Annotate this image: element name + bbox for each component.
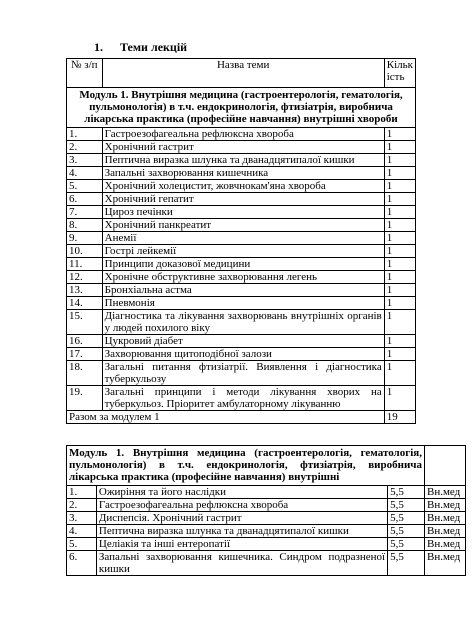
total-row [67,411,416,424]
total-label: Разом за модулем 1 [67,411,385,424]
row-topic: Ожиріння та його наслідки [96,486,387,499]
row-count: 1 [384,141,415,154]
row-num: 1. [67,486,97,499]
row-topic: Анемії [102,232,384,245]
row-num: 16. [67,335,103,348]
row-topic: Загальні принципи і методи лікування хворих на туберкульоз. Пріоритет амбулаторному лікуванню [102,386,384,411]
row-topic: Хронічний холецистит, жовчнокам'яна хвороба [102,180,384,193]
row-hours: 5,5 [388,538,425,551]
row-num: 13. [67,284,103,297]
table-row [67,538,466,551]
row-topic: Хронічний панкреатит [102,219,384,232]
table-row [67,525,466,538]
row-topic: Гострі лейкемії [102,245,384,258]
row-count: 1 [384,180,415,193]
row-hours: 5,5 [388,486,425,499]
module-title-row [67,88,416,128]
table-row [67,180,416,193]
row-num: 15. [67,310,103,335]
row-count: 1 [384,206,415,219]
row-num: 12. [67,271,103,284]
row-topic: Діагностика та лікування захворювань внутрішніх органів у людей похилого віку [102,310,384,335]
module-title-2-extra [424,446,465,486]
row-topic: Пептична виразка шлунка та дванадцятипалої кишки [96,525,387,538]
header-count: Кільк ість [384,59,415,88]
table-row [67,512,466,525]
row-num: 7. [67,206,103,219]
row-count: 1 [384,154,415,167]
row-num: 8. [67,219,103,232]
table-row [67,206,416,219]
row-topic: Хронічний гастрит [102,141,384,154]
table-row [67,284,416,297]
row-topic: Гастроезофагеальна рефлюксна хвороба [96,499,387,512]
section-number: 1. [94,40,103,54]
table-row [67,141,416,154]
row-topic: Принципи доказової медицини [102,258,384,271]
row-topic: Пневмонія [102,297,384,310]
row-num: 6. [67,193,103,206]
row-num: 5. [67,180,103,193]
header-name: Назва теми [102,59,384,88]
table-row [67,219,416,232]
row-topic: Диспепсія. Хронічний гастрит [96,512,387,525]
row-num: 1. [67,128,103,141]
row-count: 1 [384,271,415,284]
row-count: 1 [384,245,415,258]
row-topic: Гастроезофагеальна рефлюксна хвороба [102,128,384,141]
row-count: 1 [384,348,415,361]
row-topic: Пептична виразка шлунка та дванадцятипалої кишки [102,154,384,167]
row-type: Вн.мед [424,486,465,499]
practical-topics-table [66,445,466,576]
row-num: 4. [67,525,97,538]
row-num: 3. [67,154,103,167]
table-row [67,232,416,245]
row-count: 1 [384,193,415,206]
row-num: 11. [67,258,103,271]
row-type: Вн.мед [424,538,465,551]
table-row [67,386,416,411]
row-topic: Запальні захворювання кишечника [102,167,384,180]
practical-topics-body [67,446,466,576]
row-count: 1 [384,386,415,411]
row-type: Вн.мед [424,499,465,512]
row-topic: Запальні захворювання кишечника. Синдром подразненої кишки [96,551,387,576]
table-row [67,297,416,310]
row-topic: Бронхіальна астма [102,284,384,297]
table-row [67,154,416,167]
row-num: 3. [67,512,97,525]
row-topic: Целіакія та інші ентеропатії [96,538,387,551]
row-num: 9. [67,232,103,245]
row-count: 1 [384,310,415,335]
row-type: Вн.мед [424,551,465,576]
table-row [67,271,416,284]
row-topic: Хронічний гепатит [102,193,384,206]
lecture-topics-body [67,59,416,424]
row-count: 1 [384,128,415,141]
row-topic: Цукровий діабет [102,335,384,348]
section-heading [94,40,187,55]
module-title: Модуль 1. Внутрішня медицина (гастроентерологія, гематологія, пульмонологія) в т.ч. ендокринологія, фтизіатрія, виробнича лікарська практика (професійне навчання) внутрішні хвороби [67,88,416,128]
table-row [67,193,416,206]
table-row [67,551,466,576]
row-hours: 5,5 [388,512,425,525]
row-count: 1 [384,297,415,310]
row-count: 1 [384,258,415,271]
table-row [67,335,416,348]
table-row [67,258,416,271]
row-type: Вн.мед [424,512,465,525]
row-count: 1 [384,284,415,297]
row-num: 2. [67,141,103,154]
module-title-row-2 [67,446,466,486]
row-num: 6. [67,551,97,576]
section-title: Теми лекцій [120,40,188,54]
row-count: 1 [384,335,415,348]
total-value: 19 [384,411,415,424]
table-row [67,128,416,141]
table-row [67,499,466,512]
row-num: 10. [67,245,103,258]
row-num: 14. [67,297,103,310]
table-row [67,486,466,499]
module-title-2: Модуль 1. Внутрішня медицина (гастроентерологія, гематологія, пульмонологія) в т.ч. ендокринологія, фтизіатрія, виробнича лікарська практика (професійне навчання) внутрішні [67,446,425,486]
row-num: 2. [67,499,97,512]
table-header-row [67,59,416,88]
row-num: 17. [67,348,103,361]
row-num: 4. [67,167,103,180]
row-topic: Загальні питання фтизіатрії. Виявлення і діагностика туберкульозу [102,361,384,386]
row-hours: 5,5 [388,551,425,576]
row-topic: Хронічне обструктивне захворювання легень [102,271,384,284]
row-count: 1 [384,167,415,180]
row-hours: 5,5 [388,499,425,512]
row-num: 19. [67,386,103,411]
row-hours: 5,5 [388,525,425,538]
row-count: 1 [384,361,415,386]
table-row [67,167,416,180]
row-count: 1 [384,232,415,245]
row-count: 1 [384,219,415,232]
row-type: Вн.мед [424,525,465,538]
lecture-topics-table [66,58,416,424]
table-row [67,348,416,361]
row-num: 5. [67,538,97,551]
table-row [67,310,416,335]
row-topic: Цироз печінки [102,206,384,219]
header-num: № з/п [67,59,103,88]
row-topic: Захворювання щитоподібної залози [102,348,384,361]
table-row [67,361,416,386]
row-num: 18. [67,361,103,386]
table-row [67,245,416,258]
